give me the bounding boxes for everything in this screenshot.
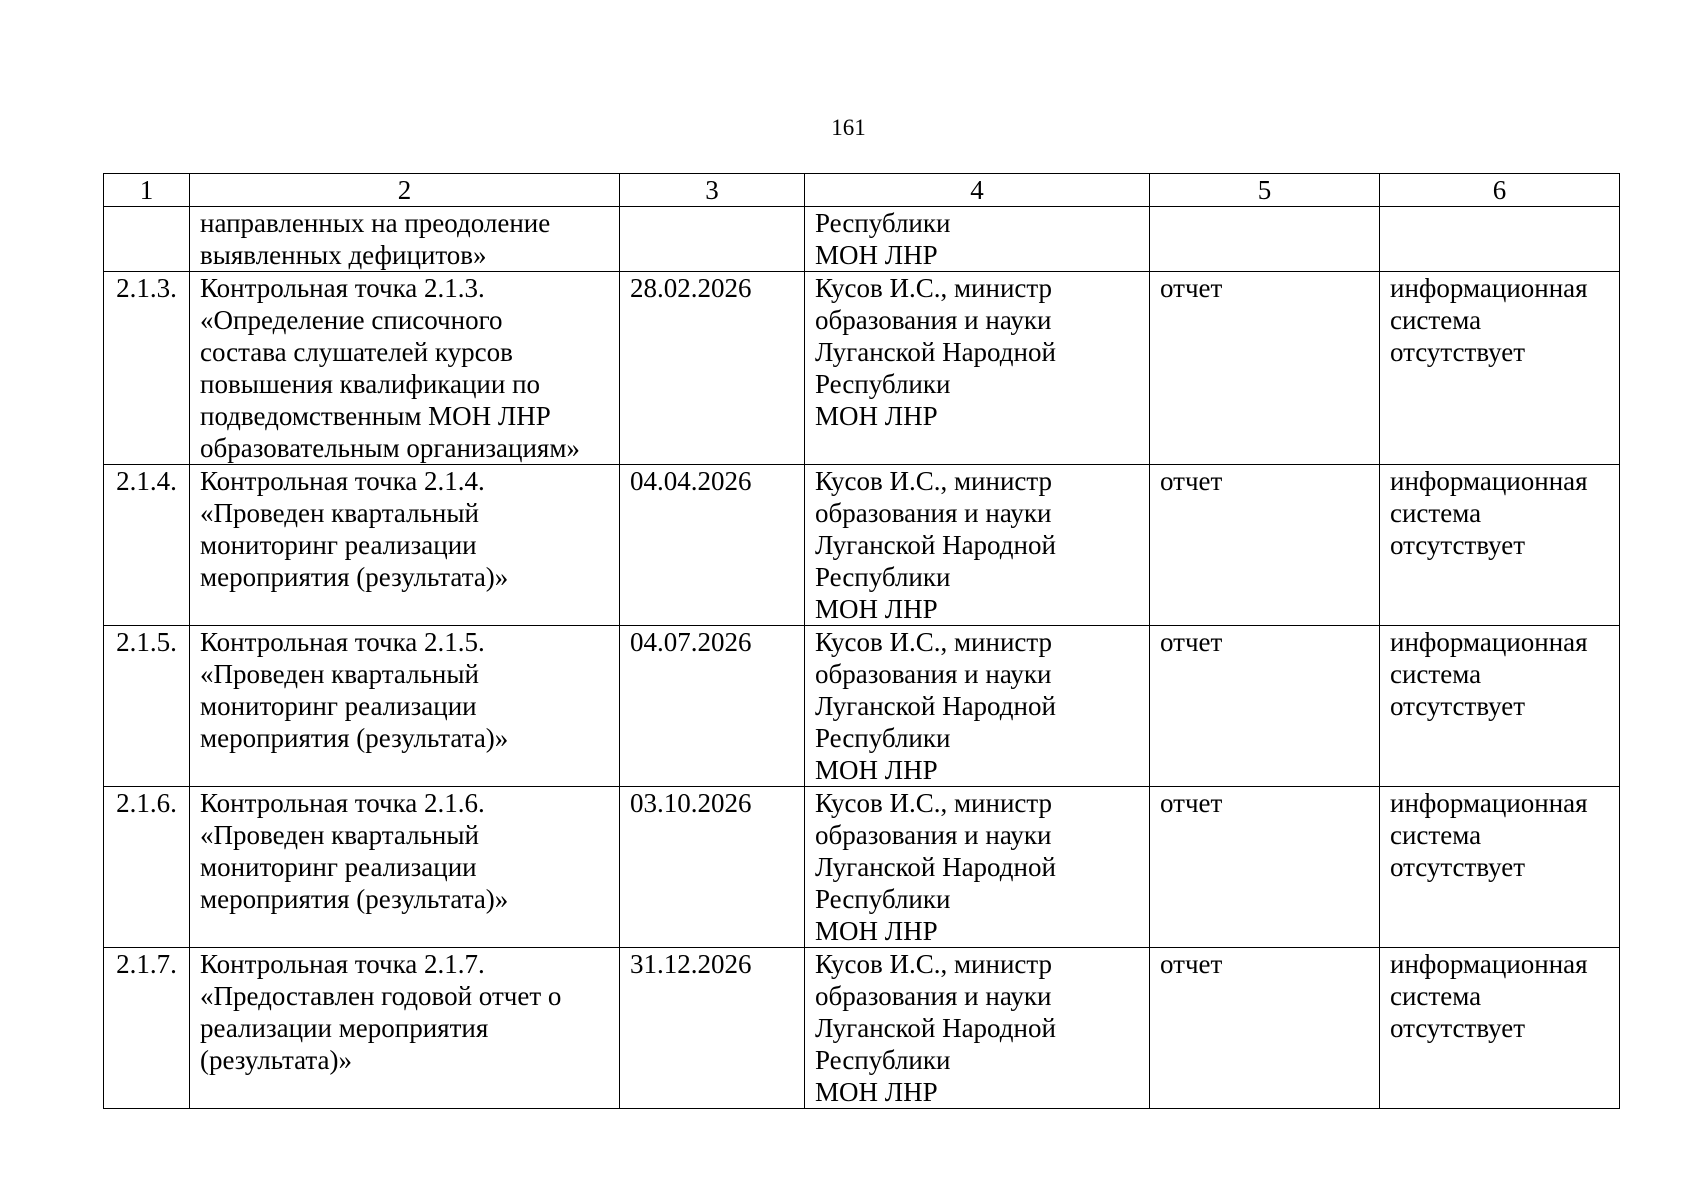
cell-line: система	[1390, 820, 1482, 850]
cell-line: Республики	[815, 723, 951, 753]
cell-line: информационная	[1390, 273, 1588, 303]
system-cell	[1380, 465, 1620, 626]
responsible-cell	[805, 207, 1150, 272]
table-row	[104, 272, 1620, 465]
row-number-cell: 2.1.4.	[104, 465, 190, 626]
row-number-cell: 2.1.7.	[104, 948, 190, 1109]
date-cell: 04.04.2026	[620, 465, 805, 626]
cell-line: система	[1390, 305, 1482, 335]
document-cell: отчет	[1150, 626, 1380, 787]
page-number: 161	[831, 115, 866, 140]
cell-line: МОН ЛНР	[815, 916, 938, 946]
cell-line: отсутствует	[1390, 337, 1526, 367]
cell-line: Кусов И.С., министр	[815, 466, 1053, 496]
cell-line: Кусов И.С., министр	[815, 273, 1053, 303]
cell-line: мониторинг реализации	[200, 530, 477, 560]
cell-line: Кусов И.С., министр	[815, 788, 1053, 818]
cell-line: Луганской Народной	[815, 530, 1056, 560]
title-cell	[190, 272, 620, 465]
cell-line: система	[1390, 498, 1482, 528]
column-header: 2	[190, 174, 620, 207]
table-row	[104, 787, 1620, 948]
cell-line: Контрольная точка 2.1.5.	[200, 627, 485, 657]
column-header: 1	[104, 174, 190, 207]
cell-line: Республики	[815, 884, 951, 914]
cell-line: образования и науки	[815, 498, 1052, 528]
table-row	[104, 626, 1620, 787]
document-cell: отчет	[1150, 948, 1380, 1109]
cell-line: Контрольная точка 2.1.7.	[200, 949, 485, 979]
cell-line: образовательным организациям»	[200, 433, 580, 463]
title-cell	[190, 626, 620, 787]
cell-line: Луганской Народной	[815, 337, 1056, 367]
system-cell	[1380, 272, 1620, 465]
table-row-continuation	[104, 207, 1620, 272]
cell-line: отсутствует	[1390, 691, 1526, 721]
cell-line: мероприятия (результата)»	[200, 562, 509, 592]
cell-line: мониторинг реализации	[200, 852, 477, 882]
cell-line: направленных на преодоление	[200, 208, 551, 238]
cell-line: «Определение списочного	[200, 305, 503, 335]
cell-line: МОН ЛНР	[815, 240, 938, 270]
cell-line: Республики	[815, 1045, 951, 1075]
row-number-cell: 2.1.5.	[104, 626, 190, 787]
cell-line: отсутствует	[1390, 530, 1526, 560]
responsible-cell	[805, 626, 1150, 787]
system-cell	[1380, 787, 1620, 948]
date-cell: 04.07.2026	[620, 626, 805, 787]
title-cell	[190, 207, 620, 272]
title-cell	[190, 787, 620, 948]
cell-line: выявленных дефицитов»	[200, 240, 487, 270]
cell-line: реализации мероприятия	[200, 1013, 489, 1043]
cell-line: повышения квалификации по	[200, 369, 541, 399]
responsible-cell	[805, 465, 1150, 626]
cell-line: МОН ЛНР	[815, 594, 938, 624]
table-header-row	[104, 174, 1620, 207]
cell-line: Контрольная точка 2.1.3.	[200, 273, 485, 303]
column-header: 3	[620, 174, 805, 207]
date-cell: 31.12.2026	[620, 948, 805, 1109]
cell-line: МОН ЛНР	[815, 401, 938, 431]
cell-line: «Проведен квартальный	[200, 498, 479, 528]
column-header: 6	[1380, 174, 1620, 207]
title-cell	[190, 465, 620, 626]
cell-line: МОН ЛНР	[815, 755, 938, 785]
row-number-cell: 2.1.6.	[104, 787, 190, 948]
cell-line: образования и науки	[815, 305, 1052, 335]
cell-line: образования и науки	[815, 820, 1052, 850]
cell-line: Контрольная точка 2.1.6.	[200, 788, 485, 818]
cell-line: Республики	[815, 369, 951, 399]
date-cell	[620, 207, 805, 272]
date-cell: 03.10.2026	[620, 787, 805, 948]
document-cell: отчет	[1150, 787, 1380, 948]
cell-line: система	[1390, 981, 1482, 1011]
column-header: 4	[805, 174, 1150, 207]
responsible-cell	[805, 272, 1150, 465]
cell-line: информационная	[1390, 466, 1588, 496]
cell-line: «Проведен квартальный	[200, 820, 479, 850]
cell-line: информационная	[1390, 627, 1588, 657]
cell-line: Луганской Народной	[815, 1013, 1056, 1043]
cell-line: система	[1390, 659, 1482, 689]
cell-line: Луганской Народной	[815, 852, 1056, 882]
cell-line: Луганской Народной	[815, 691, 1056, 721]
system-cell	[1380, 207, 1620, 272]
title-cell	[190, 948, 620, 1109]
system-cell	[1380, 626, 1620, 787]
cell-line: Кусов И.С., министр	[815, 627, 1053, 657]
cell-line: мероприятия (результата)»	[200, 884, 509, 914]
cell-line: «Предоставлен годовой отчет о	[200, 981, 562, 1011]
cell-line: (результата)»	[200, 1045, 352, 1075]
cell-line: Республики	[815, 562, 951, 592]
cell-line: информационная	[1390, 788, 1588, 818]
cell-line: подведомственным МОН ЛНР	[200, 401, 551, 431]
cell-line: образования и науки	[815, 981, 1052, 1011]
cell-line: состава слушателей курсов	[200, 337, 513, 367]
table-row	[104, 948, 1620, 1109]
cell-line: Контрольная точка 2.1.4.	[200, 466, 485, 496]
cell-line: Республики	[815, 208, 951, 238]
cell-line: Кусов И.С., министр	[815, 949, 1053, 979]
document-cell: отчет	[1150, 465, 1380, 626]
control-points-table	[103, 173, 1620, 1109]
document-cell: отчет	[1150, 272, 1380, 465]
cell-line: отсутствует	[1390, 852, 1526, 882]
row-number-cell: 2.1.3.	[104, 272, 190, 465]
date-cell: 28.02.2026	[620, 272, 805, 465]
cell-line: отсутствует	[1390, 1013, 1526, 1043]
cell-line: мониторинг реализации	[200, 691, 477, 721]
row-number-cell	[104, 207, 190, 272]
column-header: 5	[1150, 174, 1380, 207]
cell-line: МОН ЛНР	[815, 1077, 938, 1107]
table-row	[104, 465, 1620, 626]
responsible-cell	[805, 948, 1150, 1109]
cell-line: «Проведен квартальный	[200, 659, 479, 689]
cell-line: информационная	[1390, 949, 1588, 979]
cell-line: мероприятия (результата)»	[200, 723, 509, 753]
document-cell	[1150, 207, 1380, 272]
cell-line: образования и науки	[815, 659, 1052, 689]
responsible-cell	[805, 787, 1150, 948]
system-cell	[1380, 948, 1620, 1109]
